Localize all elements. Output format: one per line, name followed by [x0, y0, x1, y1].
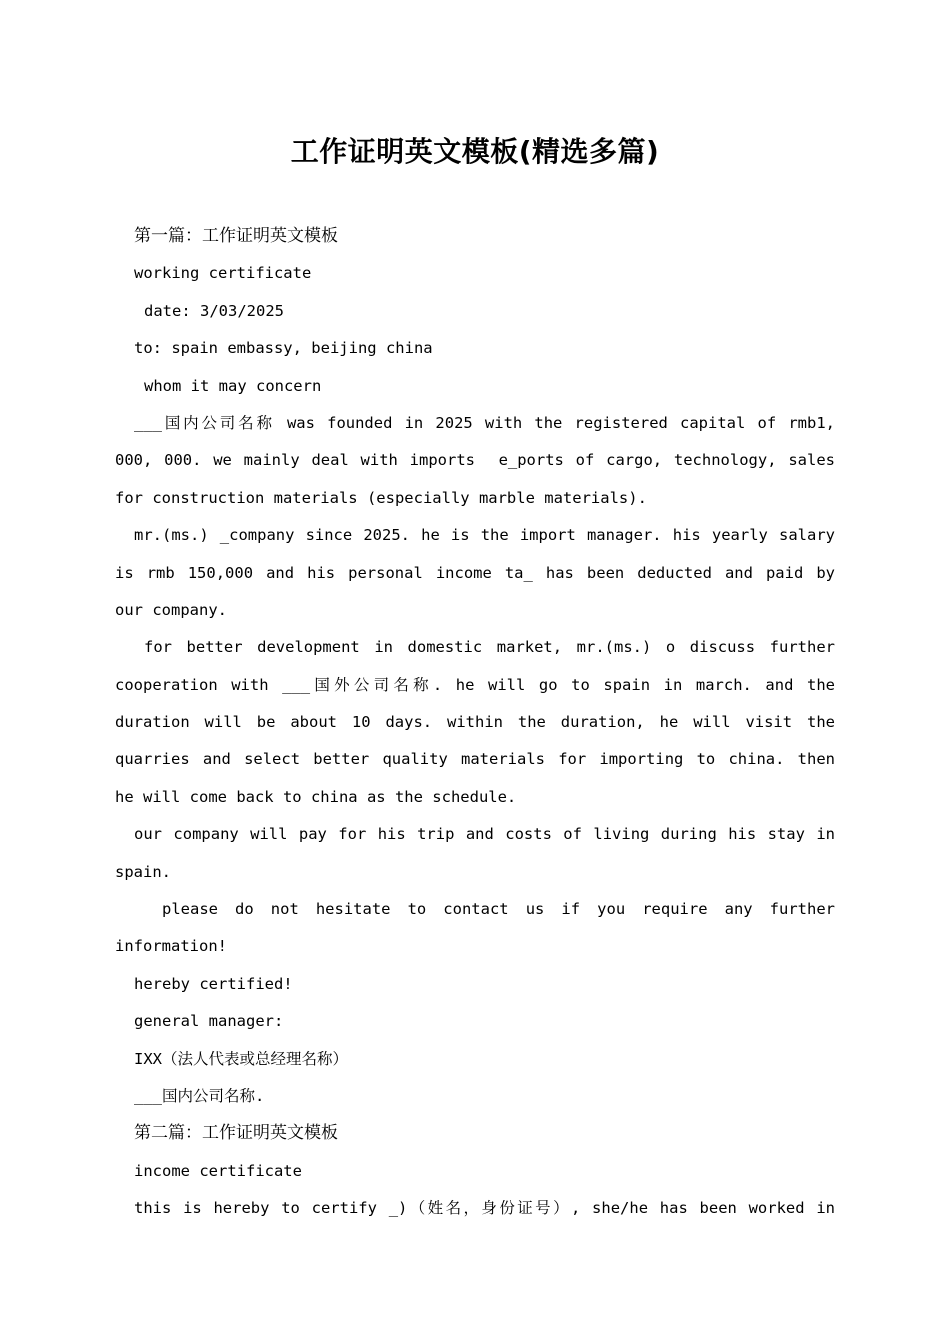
- body-line: our company.: [115, 600, 227, 619]
- body-line: general manager:: [134, 1012, 284, 1031]
- section-heading: 第二篇：工作证明英文模板: [134, 1123, 338, 1144]
- body-line: quarries and select better quality materials for importing to china. then: [115, 750, 835, 769]
- body-line: our company will pay for his trip and costs of living during his stay in: [134, 825, 835, 844]
- body-line: please do not hesitate to contact us if you require any further: [162, 900, 835, 919]
- body-line: income certificate: [134, 1161, 302, 1180]
- body-line: information!: [115, 937, 227, 956]
- body-line: cooperation with ___国外公司名称. he will go to spain in march. and the: [115, 675, 835, 694]
- body-line: ___国内公司名称 was founded in 2025 with the registered capital of rmb1,: [134, 413, 835, 432]
- body-line: hereby certified!: [134, 974, 293, 993]
- company-name-line: ___国内公司名称.: [134, 1086, 265, 1105]
- body-line: is rmb 150,000 and his personal income ta_ has been deducted and paid by: [115, 563, 835, 582]
- body-line: spain.: [115, 862, 171, 881]
- body-line: mr.(ms.) _company since 2025. he is the import manager. his yearly salary: [134, 526, 835, 545]
- section-heading: 第一篇：工作证明英文模板: [134, 226, 338, 246]
- body-line: this is hereby to certify _)（姓名，身份证号）, she/he has been worked in: [134, 1199, 835, 1218]
- body-line: he will come back to china as the schedule.: [115, 787, 517, 806]
- document-body: [115, 218, 835, 1228]
- body-line: for construction materials (especially marble materials).: [115, 488, 647, 507]
- body-line: date: 3/03/2025: [144, 301, 284, 320]
- body-line: working certificate: [134, 264, 312, 283]
- document-title: 工作证明英文模板(精选多篇): [290, 135, 660, 168]
- body-line: 000, 000. we mainly deal with imports e_ports of cargo, technology, sales: [115, 451, 835, 470]
- body-line: to: spain embassy, beijing china: [134, 339, 433, 358]
- body-line: for better development in domestic market, mr.(ms.) o discuss further: [144, 638, 835, 657]
- body-line: whom it may concern: [144, 376, 322, 395]
- signature-name-line: IXX（法人代表或总经理名称）: [134, 1049, 348, 1068]
- body-line: duration will be about 10 days. within the duration, he will visit the: [115, 713, 835, 732]
